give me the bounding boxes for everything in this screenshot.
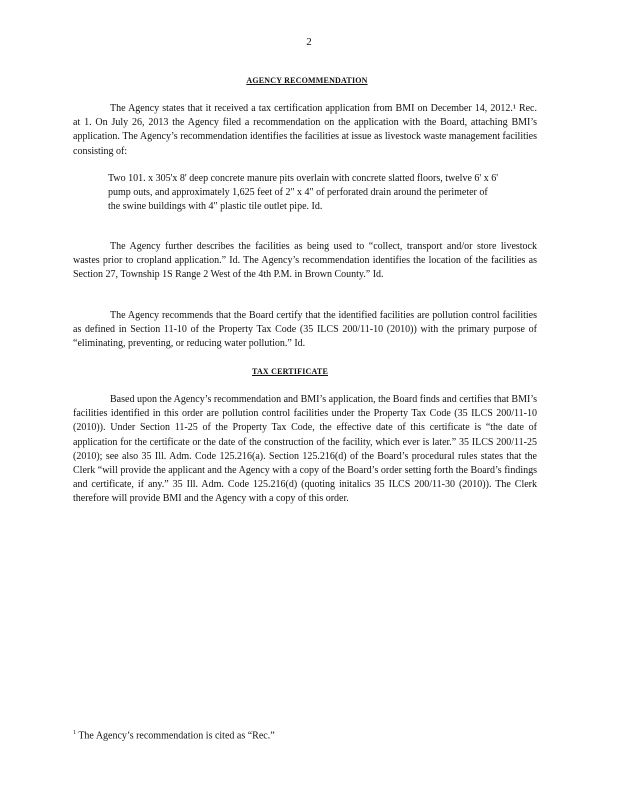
block-quote-facilities: Two 101. x 305'x 8' deep concrete manure pits overlain with concrete slatted floors, twelve 6' x 6' pump outs, and approximately 1,625 feet of 2" x 4" of perforated drain around the perimeter of the swine buildings with 4" plastic tile outlet pipe. Id. (108, 173, 499, 213)
footnote (73, 730, 275, 741)
paragraph-agency-recommends: The Agency recommends that the Board certify that the identified facilities are pollution control facilities as defined in Section 11-10 of the Property Tax Code (35 ILCS 200/11-10 (2010)) with the primary purpose of “eliminating, preventing, or reducing water pollution.” Id. (73, 310, 537, 350)
heading-agency-recommendation: AGENCY RECOMMENDATION (246, 76, 368, 85)
page-number: 2 (306, 36, 312, 48)
footnote-mark: 1 (73, 730, 76, 736)
paragraph-board-findings: Based upon the Agency’s recommendation and BMI’s application, the Board finds and certifies that BMI’s facilities identified in this order are pollution control facilities under the Property Tax Code (35 ILCS 200/11-10 (2010)). Under Section 11-25 of the Property Tax Code, the effective date of this certificate is “the date of application for the certificate or the date of the construction of the facility, which ever is later.” 35 ILCS 200/11-25 (2010); see also 35 Ill. Adm. Code 125.216(a). Section 125.216(d) of the Board’s procedural rules states that the Clerk “will provide the applicant and the Agency with a copy of the Board’s order setting forth the Board’s findings and certificate, if any.” 35 Ill. Adm. Code 125.216(d) (quoting initalics 35 ILCS 200/11-30 (2010)). The Clerk therefore will provide BMI and the Agency with a copy of this order. (73, 394, 537, 505)
paragraph-agency-describes: The Agency further describes the facilities as being used to “collect, transport and/or store livestock wastes prior to cropland application.” Id. The Agency’s recommendation identifies the location of the facilities as Section 27, Township 1S Range 2 West of the 4th P.M. in Brown County.” Id. (73, 241, 537, 281)
footnote-text: The Agency’s recommendation is cited as “Rec.” (78, 730, 275, 742)
paragraph-agency-states: The Agency states that it received a tax certification application from BMI on December 14, 2012.¹ Rec. at 1. On July 26, 2013 the Agency filed a recommendation on the application with the Board, attaching BMI’s application. The Agency’s recommendation identifies the facilities at issue as livestock waste management facilities consisting of: (73, 103, 537, 157)
heading-tax-certificate: TAX CERTIFICATE (252, 367, 328, 376)
